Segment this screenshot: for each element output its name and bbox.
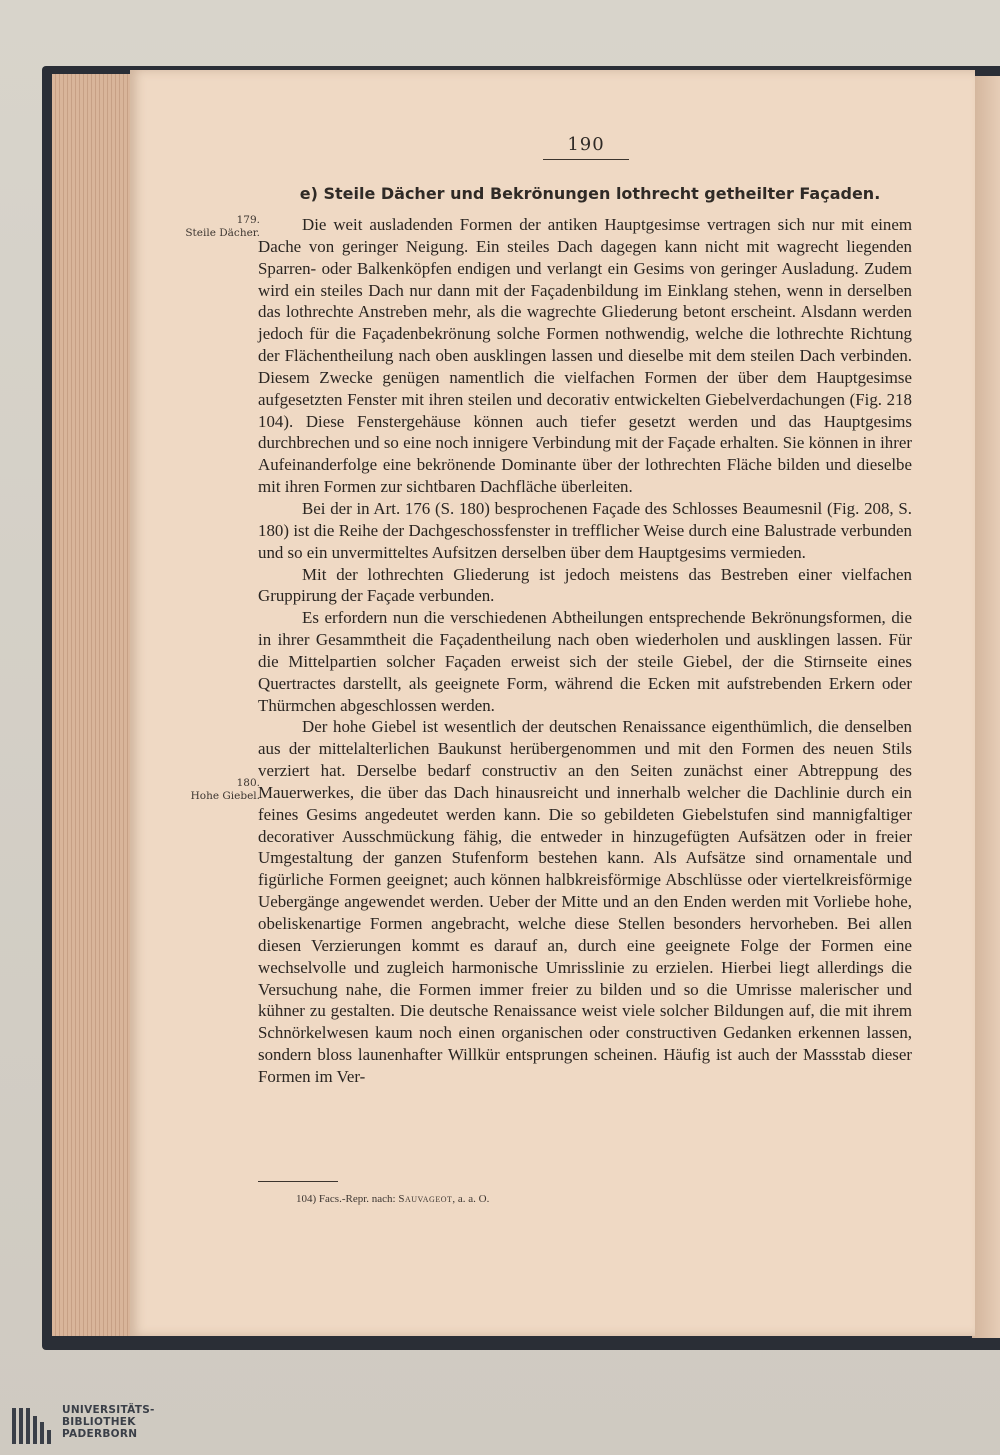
page-edges — [52, 74, 132, 1336]
margin-note-179 — [150, 214, 260, 240]
footnote-author: Sauvageot — [398, 1193, 453, 1205]
logo-line: BIBLIOTHEK — [62, 1416, 136, 1428]
logo-line: UNIVERSITÄTS- — [62, 1404, 155, 1416]
library-logo-icon — [10, 1404, 54, 1448]
section-title: e) Steile Dächer und Bekrönungen lothrecht getheilter Façaden. — [299, 184, 881, 203]
page-number-rule — [543, 159, 629, 160]
margin-note-number: 180. — [236, 777, 260, 789]
footnote-marker: 104) — [296, 1193, 317, 1205]
paragraph: Mit der lothrechten Gliederung ist jedoch meistens das Bestreben einer vielfachen Gruppirung der Façade verbunden. — [258, 564, 912, 606]
library-logo-text — [62, 1404, 155, 1440]
library-logo — [10, 1400, 210, 1450]
body-text — [258, 214, 912, 1088]
page-number: 190 — [567, 134, 605, 155]
footnote — [296, 1193, 896, 1205]
footnote-ref: , a. a. O. — [452, 1193, 490, 1205]
logo-line: PADERBORN — [62, 1428, 138, 1440]
margin-note-label: Hohe Giebel. — [190, 790, 260, 802]
paragraph: Es erfordern nun die verschiedenen Abtheilungen entsprechende Bekrönungsformen, die in ihrer Gesammtheit die Façadentheilung nach oben wiederholen und ausklingen lassen. Für die Mittelpartien solcher Façaden erweist sich der steile Giebel, der die Stirnseite eines Quertractes darstellt, als geeignete Form, während die Ecken mit aufstrebenden Erkern oder Thürmchen abgeschlossen werden. — [258, 608, 912, 715]
margin-note-label: Steile Dächer. — [185, 227, 260, 239]
footnote-text: Facs.-Repr. nach: — [318, 1193, 396, 1205]
paragraph: Die weit ausladenden Formen der antiken Hauptgesimse vertragen sich nur mit einem Dache von geringer Neigung. Ein steiles Dach dagegen kann nicht mit wagrecht liegenden Sparren- oder Balkenköpfen endigen und verlangt ein Gesims von geringer Ausladung. Zudem wird ein steiles Dach nur dann mit der Façadenbildung im Einklang stehen, wenn in derselben das lothrechte Anstreben mehr, als die wagrechte Gliederung betont erscheint. Alsdann werden jedoch für die Façadenbekrönung solche Formen nothwendig, welche die lothrechte Richtung der Flächentheilung nach oben ausklingen lassen und dieselbe mit dem steilen Dach verbinden. Diesem Zwecke genügen namentlich die vielfachen Formen der über dem Hauptgesimse aufgesetzten Fenster mit ihren steilen und decorativ entwickelten Giebelverdachungen (Fig. 218 104). Diese Fenstergehäuse können auch tiefer gesetzt werden und das Hauptgesims durchbrechen und so eine noch innigere Verbindung mit der Façade erhalten. Sie können in ihrer Aufeinanderfolge eine bekrönende Dominante über der lothrechten Fläche bilden und dieselbe mit ihren Formen zur sichtbaren Dachfläche überleiten. — [258, 215, 912, 497]
book-gutter — [972, 76, 1000, 1338]
footnote-rule — [258, 1181, 338, 1182]
paragraph: Der hohe Giebel ist wesentlich der deutschen Renaissance eigenthümlich, die denselben aus der mittelalterlichen Baukunst herübergenommen und mit den Formen des neuen Stils verziert hat. Derselbe bedarf constructiv an den Seiten zunächst einer Abtreppung des Mauerwerkes, die über das Dach hinausreicht und innerhalb welcher die Dachlinie durch ein feines Gesims angedeutet werden kann. Die so gebildeten Giebelstufen sind mannigfaltiger decorativer Ausschmückung fähig, die entweder in hinzugefügten Aufsätzen oder in freier Umgestaltung der ganzen Stufenform bestehen kann. Als Aufsätze sind ornamentale und figürliche Formen geeignet; auch können halbkreisförmige Abschlüsse oder viertelkreisförmige Uebergänge angewendet werden. Ueber der Mitte und an den Enden werden mit Vorliebe hohe, obeliskenartige Formen angebracht, welche diese Stellen besonders hervorheben. Bei allen diesen Verzierungen kommt es darauf an, durch eine geeignete Folge der Formen eine wechselvolle und zugleich harmonische Umrisslinie zu erzielen. Hierbei liegt allerdings die Versuchung nahe, die Formen immer freier zu bilden und so die Umrisse malerischer und kühner zu gestalten. Die deutsche Renaissance weist viele solcher Bildungen auf, die mit ihrem Schnörkelwesen kaum noch einen organischen oder constructiven Gedanken erkennen lassen, sondern bloss launenhafter Willkür entsprungen scheinen. Häufig ist auch der Massstab dieser Formen im Ver- — [258, 717, 912, 1086]
margin-note-180 — [150, 777, 260, 803]
margin-note-number: 179. — [236, 214, 260, 226]
paragraph: Bei der in Art. 176 (S. 180) besprochenen Façade des Schlosses Beaumesnil (Fig. 208, S. 180) ist die Reihe der Dachgeschossfenster in trefflicher Weise durch eine Balustrade verbunden und so ein unvermitteltes Aufsitzen derselben über dem Hauptgesims vermieden. — [258, 498, 912, 562]
